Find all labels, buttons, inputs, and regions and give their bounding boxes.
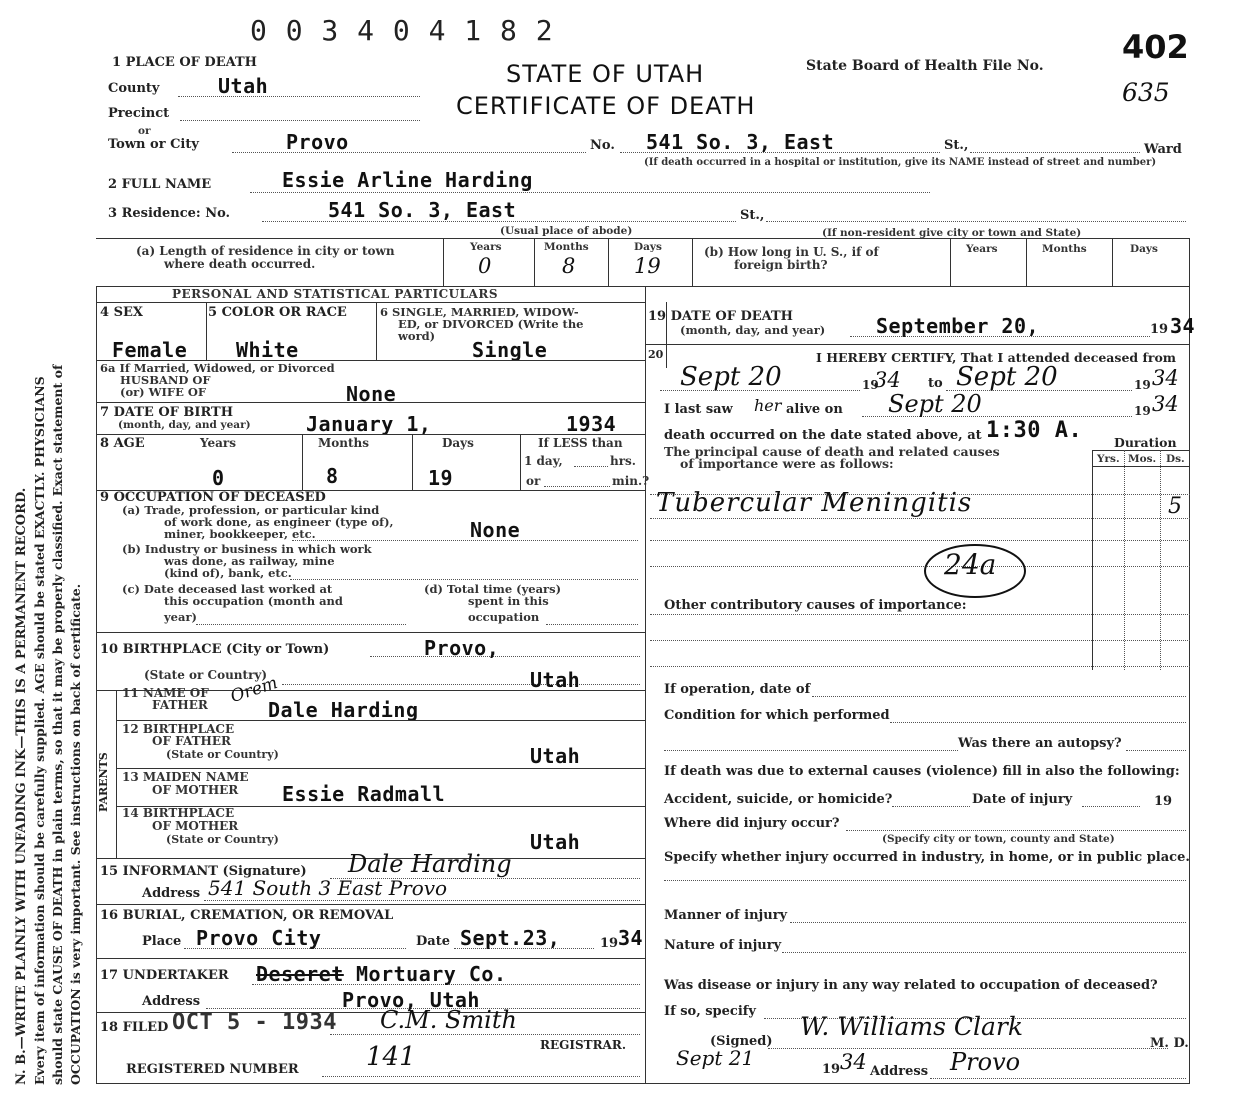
town-label: Town or City — [108, 137, 199, 152]
cause-code: 24a — [944, 548, 997, 581]
us-residence-label-1: (b) How long in U. S., if of — [704, 245, 879, 259]
or-label: or — [138, 125, 151, 137]
fbp-label-2: OF FATHER — [152, 734, 232, 748]
undertaker-label: 17 UNDERTAKER — [100, 968, 229, 983]
burial-label: 16 BURIAL, CREMATION, OR REMOVAL — [100, 908, 394, 923]
death-date-value: September 20, — [876, 314, 1040, 338]
informant-address-label: Address — [142, 886, 201, 901]
undertaker-name: Mortuary Co. — [356, 962, 507, 986]
side-note-line-3: should state CAUSE OF DEATH in plain terms, so that it may be properly classified. Exact statement of — [50, 364, 65, 1085]
birthplace-state-label: (State or Country) — [144, 668, 268, 682]
fbp-label-1: 12 BIRTHPLACE — [122, 722, 235, 736]
residence-label: 3 Residence: No. — [108, 206, 231, 221]
fbp-label-3: (State or Country) — [166, 748, 279, 761]
precinct-label: Precinct — [108, 106, 170, 121]
external-causes-label: If death was due to external causes (violence) fill in also the following: — [664, 764, 1180, 779]
father-value: Dale Harding — [268, 698, 419, 722]
us-months-label: Months — [1042, 243, 1087, 255]
sign-year: 34 — [840, 1050, 867, 1074]
attended-to-label: to — [928, 376, 943, 391]
certificate-title: CERTIFICATE OF DEATH — [456, 92, 756, 120]
occ-b1: (b) Industry or business in which work — [122, 542, 372, 556]
marital-label-2: ED, or DIVORCED (Write the — [398, 317, 584, 331]
less-min: min.? — [612, 474, 650, 488]
dob-value: January 1, — [306, 412, 432, 436]
color-value: White — [236, 338, 299, 362]
st-label: St., — [944, 138, 969, 153]
duration-yrs: Yrs. — [1097, 453, 1120, 465]
occupation-label: 9 OCCUPATION OF DECEASED — [100, 490, 326, 505]
age-years: 0 — [212, 466, 225, 490]
residence-days: 19 — [634, 254, 661, 278]
ward-label: Ward — [1144, 142, 1182, 157]
occ-d1: (d) Total time (years) — [424, 582, 562, 596]
related-label: Was disease or injury in any way related to occupation of deceased? — [664, 978, 1158, 993]
usual-abode-note: (Usual place of abode) — [500, 225, 633, 237]
side-note-line-2: Every item of information should be carefully supplied. AGE should be stated EXACTLY. PHYSICIANS — [32, 376, 47, 1085]
residence-months: 8 — [562, 254, 576, 278]
filed-label: 18 FILED — [100, 1020, 169, 1035]
last-saw-date: Sept 20 — [888, 390, 982, 418]
death-date-label: 19 DATE OF DEATH — [648, 309, 793, 324]
mother-label-2: OF MOTHER — [152, 783, 239, 797]
spouse-label-2: HUSBAND OF — [120, 373, 211, 387]
burial-place: Provo City — [196, 926, 322, 950]
death-year: 34 — [1170, 314, 1196, 338]
place-of-death-label: 1 PLACE OF DEATH — [112, 55, 257, 70]
occ-b3: (kind of), bank, etc. — [164, 566, 292, 580]
less-hrs: hrs. — [610, 454, 636, 468]
length-residence-label-1: (a) Length of residence in city or town — [136, 244, 395, 258]
duration-mos: Mos. — [1128, 453, 1157, 465]
marital-label-1: 6 SINGLE, MARRIED, WIDOW- — [380, 305, 579, 319]
file-number: 402 — [1122, 28, 1189, 66]
informant-address: 541 South 3 East Provo — [208, 876, 448, 900]
injury-date-label: Date of injury — [972, 792, 1073, 807]
regnum-label: REGISTERED NUMBER — [126, 1062, 299, 1077]
death-occurred-label: death occurred on the date stated above, at — [664, 428, 982, 443]
parents-side-label: PARENTS — [97, 752, 110, 812]
undertaker-address: Provo, Utah — [342, 988, 480, 1012]
occ-a1: (a) Trade, profession, or particular kind — [122, 503, 380, 517]
last-saw-label: I last saw — [664, 402, 733, 417]
full-name-label: 2 FULL NAME — [108, 177, 212, 192]
mbp-value: Utah — [530, 830, 581, 854]
residence-value: 541 So. 3, East — [328, 198, 517, 222]
cause-duration-days: 5 — [1168, 494, 1182, 519]
undertaker-address-label: Address — [142, 994, 201, 1009]
burial-date: Sept.23, — [460, 926, 561, 950]
hospital-note: (If death occurred in a hospital or institution, give its NAME instead of street and number) — [644, 157, 1157, 168]
certify-text: I HEREBY CERTIFY, That I attended deceased from — [816, 350, 1177, 365]
occ-b2: was done, as railway, mine — [164, 554, 335, 568]
residence-months-label: Months — [544, 241, 589, 253]
occ-c1: (c) Date deceased last worked at — [122, 582, 333, 596]
informant-label: 15 INFORMANT (Signature) — [100, 864, 307, 879]
attended-from-yp: 19 — [862, 378, 879, 392]
length-residence-label-2: where death occurred. — [164, 257, 316, 271]
age-days-label: Days — [442, 436, 474, 450]
attended-from-year: 34 — [874, 368, 901, 392]
certify-num: 20 — [648, 348, 664, 361]
md-label: M. D. — [1150, 1036, 1189, 1051]
burial-place-label: Place — [142, 934, 182, 949]
father-label-1: 11 NAME OF — [122, 686, 209, 700]
spouse-label-3: (or) WIFE OF — [120, 385, 207, 399]
death-date-sub: (month, day, and year) — [680, 323, 826, 337]
attended-to: Sept 20 — [956, 362, 1058, 392]
dob-label: 7 DATE OF BIRTH — [100, 405, 234, 420]
occ-c3: year) — [164, 610, 197, 624]
mbp-label-2: OF MOTHER — [152, 819, 239, 833]
father-hand-note: Orem — [228, 673, 281, 707]
last-saw-year: 34 — [1152, 392, 1179, 416]
autopsy-label: Was there an autopsy? — [958, 736, 1122, 751]
specify-label: Specify whether injury occurred in industry, in home, or in public place. — [664, 850, 1190, 865]
side-note-line-1: N. B.—WRITE PLAINLY WITH UNFADING INK—THIS IS A PERMANENT RECORD. — [14, 487, 29, 1085]
physician-signature: W. Williams Clark — [800, 1012, 1023, 1041]
us-residence-label-2: foreign birth? — [734, 258, 828, 272]
sign-year-prefix: 19 — [822, 1062, 841, 1077]
street-value: 541 So. 3, East — [646, 130, 835, 154]
age-days: 19 — [428, 466, 454, 490]
color-label: 5 COLOR OR RACE — [208, 305, 347, 320]
county-label: County — [108, 81, 160, 96]
nonresident-note: (If non-resident give city or town and State) — [822, 227, 1082, 239]
injury-year-prefix: 19 — [1154, 794, 1173, 809]
age-label: 8 AGE — [100, 436, 145, 451]
age-months: 8 — [326, 464, 339, 488]
town-value: Provo — [286, 130, 349, 154]
accident-label: Accident, suicide, or homicide? — [664, 792, 893, 807]
birthplace-state: Utah — [530, 668, 581, 692]
where-note: (Specify city or town, county and State) — [882, 833, 1115, 845]
father-label-2: FATHER — [152, 698, 208, 712]
birthplace-city: Provo, — [424, 636, 500, 660]
dob-sub: (month, day, and year) — [118, 419, 251, 431]
attended-from: Sept 20 — [680, 362, 782, 392]
sex-label: 4 SEX — [100, 305, 143, 320]
occ-a3: miner, bookkeeper, etc. — [164, 527, 316, 541]
burial-date-label: Date — [416, 934, 450, 949]
spouse-label-1: 6a If Married, Widowed, or Divorced — [100, 361, 335, 375]
contributory-label: Other contributory causes of importance: — [664, 598, 967, 613]
mbp-label-1: 14 BIRTHPLACE — [122, 806, 235, 820]
last-saw-who: her — [754, 396, 782, 415]
file-number-extra: 635 — [1122, 78, 1170, 107]
mbp-label-3: (State or Country) — [166, 833, 279, 846]
us-days-label: Days — [1130, 243, 1158, 255]
sex-value: Female — [112, 338, 188, 362]
sign-address: Provo — [950, 1048, 1021, 1076]
condition-label: Condition for which performed — [664, 708, 890, 723]
principal-cause-label-2: of importance were as follows: — [680, 456, 894, 471]
county-value: Utah — [218, 74, 269, 98]
attended-to-year: 34 — [1152, 366, 1179, 390]
death-time: 1:30 A. — [986, 418, 1083, 443]
birthplace-label: 10 BIRTHPLACE (City or Town) — [100, 642, 330, 657]
burial-year: 34 — [618, 926, 644, 950]
occupation-value: None — [470, 518, 521, 542]
signed-label: (Signed) — [710, 1034, 773, 1049]
sign-address-label: Address — [870, 1064, 929, 1079]
occ-d2: spent in this — [468, 594, 549, 608]
mother-value: Essie Radmall — [282, 782, 446, 806]
if-so-label: If so, specify — [664, 1004, 756, 1019]
principal-cause-label-1: The principal cause of death and related causes — [664, 444, 1000, 459]
side-note-line-4: OCCUPATION is very important. See instructions on back of certificate. — [68, 583, 83, 1085]
registrar-signature: C.M. Smith — [380, 1006, 517, 1034]
registrar-label: REGISTRAR. — [540, 1038, 627, 1052]
residence-years-label: Years — [470, 241, 502, 253]
cause-of-death: Tubercular Meningitis — [656, 488, 973, 518]
dob-year: 1934 — [566, 412, 617, 436]
mother-label-1: 13 MAIDEN NAME — [122, 770, 249, 784]
sign-date: Sept 21 — [676, 1046, 755, 1070]
attended-to-yp: 19 — [1134, 378, 1151, 392]
last-saw-yp: 19 — [1134, 404, 1151, 418]
occ-d3: occupation — [468, 610, 540, 624]
residence-days-label: Days — [634, 241, 662, 253]
informant-signature: Dale Harding — [348, 850, 512, 878]
less-day: 1 day, — [524, 454, 563, 468]
nature-label: Nature of injury — [664, 938, 782, 953]
filed-date: OCT 5 - 1934 — [172, 1010, 337, 1035]
certificate-number: 0 0 3 4 0 4 1 8 2 — [250, 14, 554, 47]
marital-label-3: word) — [398, 329, 436, 343]
burial-year-prefix: 19 — [600, 936, 619, 951]
age-years-label: Years — [200, 436, 237, 450]
manner-label: Manner of injury — [664, 908, 788, 923]
us-years-label: Years — [966, 243, 998, 255]
alive-on-label: alive on — [786, 402, 843, 417]
less-label: If LESS than — [538, 436, 623, 450]
street-no-label: No. — [590, 138, 615, 153]
duration-ds: Ds. — [1166, 453, 1185, 465]
full-name-value: Essie Arline Harding — [282, 168, 533, 192]
less-or: or — [526, 474, 541, 488]
state-title: STATE OF UTAH — [506, 60, 705, 88]
personal-heading: PERSONAL AND STATISTICAL PARTICULARS — [172, 287, 499, 301]
regnum-value: 141 — [366, 1042, 416, 1072]
age-months-label: Months — [318, 436, 370, 450]
marital-value: Single — [472, 338, 548, 362]
spouse-value: None — [346, 382, 397, 406]
residence-st-label: St., — [740, 208, 765, 223]
fbp-value: Utah — [530, 744, 581, 768]
residence-years: 0 — [478, 254, 492, 278]
undertaker-struck: Deseret — [256, 962, 344, 986]
file-number-label: State Board of Health File No. — [806, 58, 1044, 74]
operation-label: If operation, date of — [664, 682, 811, 697]
occ-a2: of work done, as engineer (type of), — [164, 515, 394, 529]
duration-label: Duration — [1114, 435, 1177, 450]
where-label: Where did injury occur? — [664, 816, 840, 831]
death-year-prefix: 19 — [1150, 322, 1169, 337]
occ-c2: this occupation (month and — [164, 594, 343, 608]
